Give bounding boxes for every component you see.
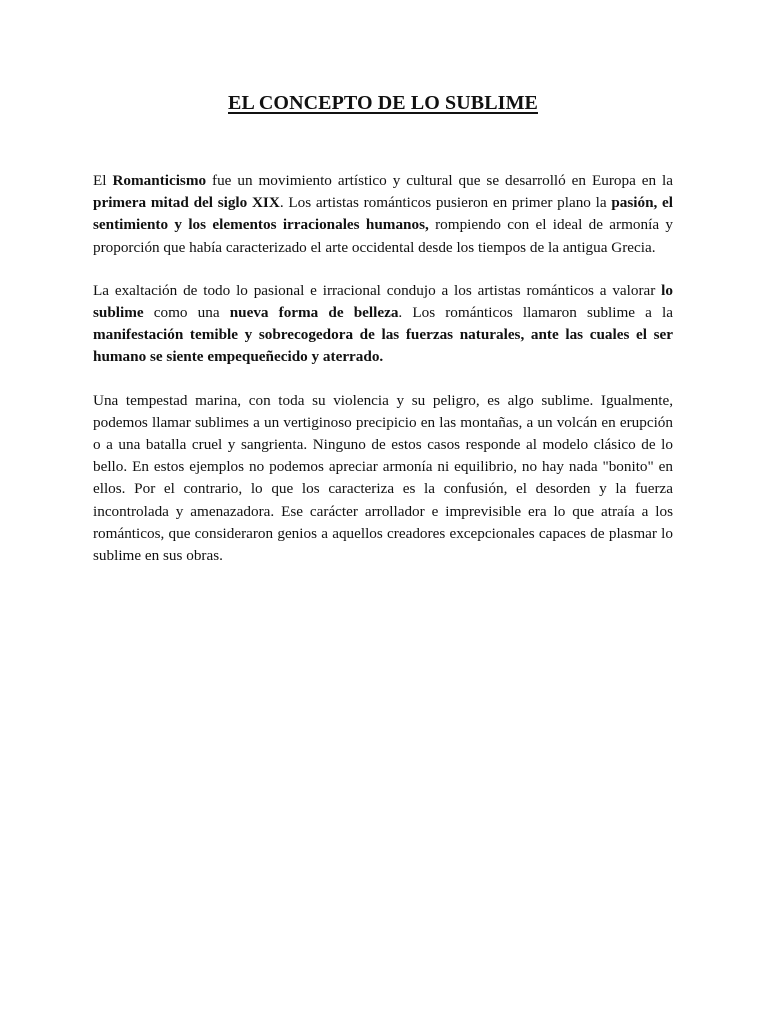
text-segment: fue un movimiento artístico y cultural que se desarrolló en Europa en la	[206, 172, 673, 189]
document-page	[93, 92, 673, 588]
text-segment: rompiendo con el ideal de armonía y proporción que había caracterizado el arte occidental desde los tiempos de la antigua Grecia.	[93, 216, 673, 256]
bold-term: primera mitad del siglo XIX	[93, 194, 280, 212]
text-segment: La exaltación de todo lo pasional e irracional condujo a los artistas románticos a valorar	[93, 281, 662, 299]
bold-term: pasión, el sentimiento y los elementos irracionales humanos,	[93, 194, 674, 234]
text-segment: . Los artistas románticos pusieron en primer plano la	[279, 194, 612, 212]
text-segment: . Los románticos llamaron sublime a la	[398, 304, 673, 322]
bold-term: nueva forma de belleza	[229, 304, 399, 322]
paragraph-2	[93, 280, 673, 369]
text-segment: El	[93, 172, 113, 189]
document-title: EL CONCEPTO DE LO SUBLIME	[228, 92, 538, 114]
bold-term: Romanticismo	[112, 172, 207, 189]
bold-term: manifestación temible y sobrecogedora de las fuerzas naturales, ante las cuales el ser humano se siente empequeñecido y aterrado.	[93, 326, 673, 366]
text-segment: como una	[143, 304, 230, 322]
text-segment: Una tempestad marina, con toda su violencia y su peligro, es algo sublime. Igualmente, podemos llamar sublimes a un vertiginoso precipicio en las montañas, a un volcán en erupción o a una batalla cruel y sangrienta. Ninguno de estos casos responde al modelo clásico de lo bello. En estos ejemplos no podemos apreciar armonía ni equilibrio, no hay nada "bonito" en ellos. Por el contrario, lo que los caracteriza es la confusión, el desorden y la fuerza incontrolada y amenazadora. Ese carácter arrollador e imprevisible era lo que atraía a los románticos, que consideraron genios a aquellos creadores excepcionales capaces de plasmar lo sublime en sus obras.	[93, 391, 673, 565]
paragraph-1	[93, 170, 673, 259]
bold-term: lo sublime	[93, 281, 673, 322]
paragraph-3	[93, 390, 673, 568]
